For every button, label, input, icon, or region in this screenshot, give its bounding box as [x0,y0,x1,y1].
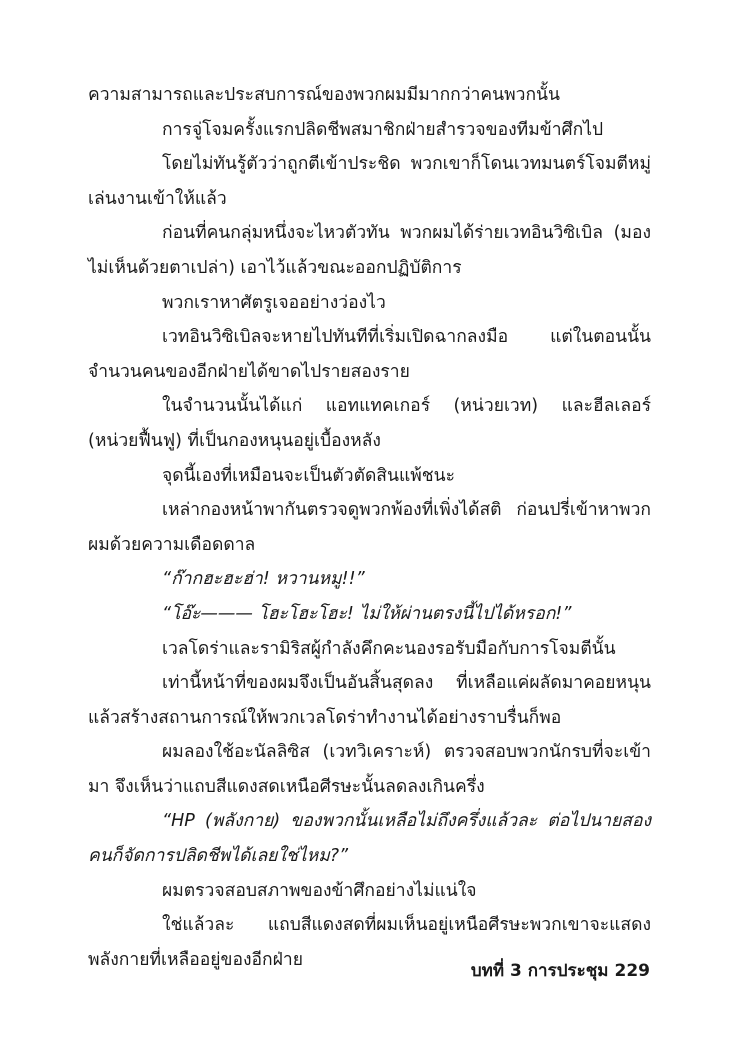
body-paragraph: พวกเราหาศัตรูเจออย่างว่องไว [162,292,386,313]
page-body [88,78,651,1018]
body-paragraph: เวทอินวิซิเบิลจะหายไปทันทีที่เริ่มเปิดฉากลงมือ แต่ในตอนนั้นจำนวนคนของอีกฝ่ายได้ขาดไปรายสองราย [88,327,651,382]
dialogue-paragraph: “HP (พลังกาย) ของพวกนั้นเหลือไม่ถึงครึ่งแล้วละ ต่อไปนายสองคนก็จัดการปลิดชีพได้เลยใช่ไหม?” [88,811,651,867]
body-paragraph: โดยไม่ทันรู้ตัวว่าถูกตีเข้าประชิด พวกเขาก็โดนเวทมนตร์โจมตีหมู่เล่นงานเข้าให้แล้ว [88,154,651,209]
body-paragraph: ผมลองใช้อะนัลลิซิส (เวทวิเคราะห์) ตรวจสอบพวกนักรบที่จะเข้ามา จึงเห็นว่าแถบสีแดงสดเหนือศีรษะนั้นลดลงเกินครึ่ง [88,742,651,797]
body-paragraph: ก่อนที่คนกลุ่มหนึ่งจะไหวตัวทัน พวกผมได้ร่ายเวทอินวิซิเบิล (มองไม่เห็นด้วยตาเปล่า) เอาไว้แล้วขณะออกปฏิบัติการ [88,223,651,278]
body-paragraph: เหล่ากองหน้าพากันตรวจดูพวกพ้องที่เพิ่งได้สติ ก่อนปรี่เข้าหาพวกผมด้วยความเดือดดาล [88,500,651,555]
dialogue-paragraph: “ก๊ากฮะฮะฮ่า! หวานหมู!!” [162,569,365,590]
page-number: 229 [614,961,650,981]
body-paragraph: เท่านี้หน้าที่ของผมจึงเป็นอันสิ้นสุดลง ที่เหลือแค่ผลัดมาคอยหนุนแล้วสร้างสถานการณ์ให้พวกเวลโดร่าทำงานได้อย่างราบรื่นก็พอ [88,673,651,728]
body-paragraph: ผมตรวจสอบสภาพของข้าศึกอย่างไม่แน่ใจ [162,880,477,901]
body-paragraph: ความสามารถและประสบการณ์ของพวกผมมีมากกว่าคนพวกนั้น [88,85,560,105]
body-paragraph: การจู่โจมครั้งแรกปลิดชีพสมาชิกฝ่ายสำรวจของทีมข้าศึกไป [162,119,604,140]
body-paragraph: ใช่แล้วละ แถบสีแดงสดที่ผมเห็นอยู่เหนือศีรษะพวกเขาจะแสดงพลังกายที่เหลืออยู่ของอีกฝ่าย [88,915,651,970]
body-paragraph: จุดนี้เองที่เหมือนจะเป็นตัวตัดสินแพ้ชนะ [162,465,456,486]
running-footer [471,957,650,984]
dialogue-paragraph: “โอ๊ะ——— โฮะโฮะโฮะ! ไม่ให้ผ่านตรงนี้ไปได้หรอก!” [162,603,572,624]
body-paragraph: เวลโดร่าและรามิริสผู้กำลังคึกคะนองรอรับมือกับการโจมตีนั้น [162,638,616,659]
body-paragraph: ในจำนวนนั้นได้แก่ แอทแทคเกอร์ (หน่วยเวท) และฮีลเลอร์ (หน่วยฟื้นฟู) ที่เป็นกองหนุนอยู่เบื้องหลัง [88,396,651,451]
chapter-title: บทที่ 3 การประชุม [470,961,609,981]
